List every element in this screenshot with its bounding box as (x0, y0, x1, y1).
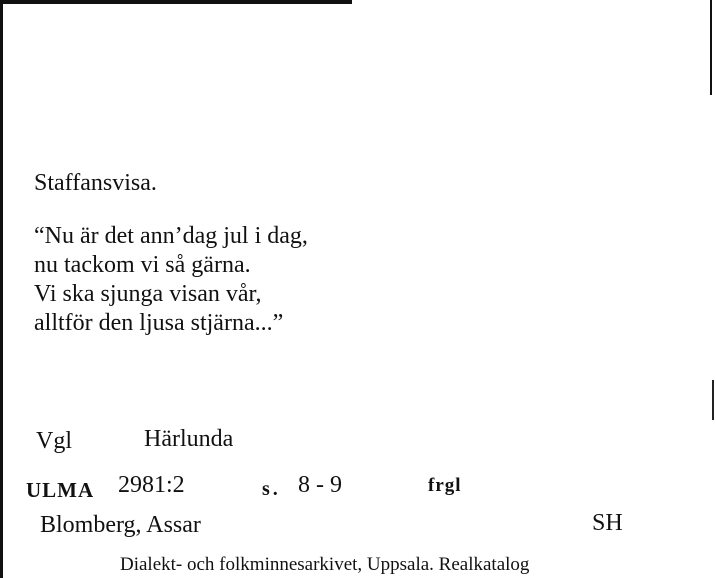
card-title: Staffansvisa. (34, 170, 157, 196)
card-top-border (0, 0, 352, 4)
card-right-border (710, 0, 712, 95)
verse-line: alltför den ljusa stjärna...” (34, 310, 284, 336)
verse-line: nu tackom vi så gärna. (34, 252, 251, 278)
card-left-border (0, 0, 3, 578)
page-range: 8 - 9 (298, 472, 342, 498)
archive-code: ULMA (26, 478, 95, 502)
archive-footer: Dialekt- och folkminnesarkivet, Uppsala. Realkatalog (120, 554, 530, 575)
verse-line: “Nu är det ann’dag jul i dag, (34, 223, 308, 249)
collector-initials: SH (592, 510, 623, 536)
verse-block (34, 222, 308, 338)
collector-name: Blomberg, Assar (40, 512, 201, 538)
parish-name: Härlunda (144, 426, 234, 452)
verse-line: Vi ska sjunga visan vår, (34, 281, 262, 307)
card-right-border-mark (712, 380, 714, 420)
page-prefix: s. (262, 478, 281, 500)
province-code: Vgl (36, 428, 72, 454)
record-number: 2981:2 (118, 472, 185, 498)
category-code: frgl (428, 475, 462, 496)
